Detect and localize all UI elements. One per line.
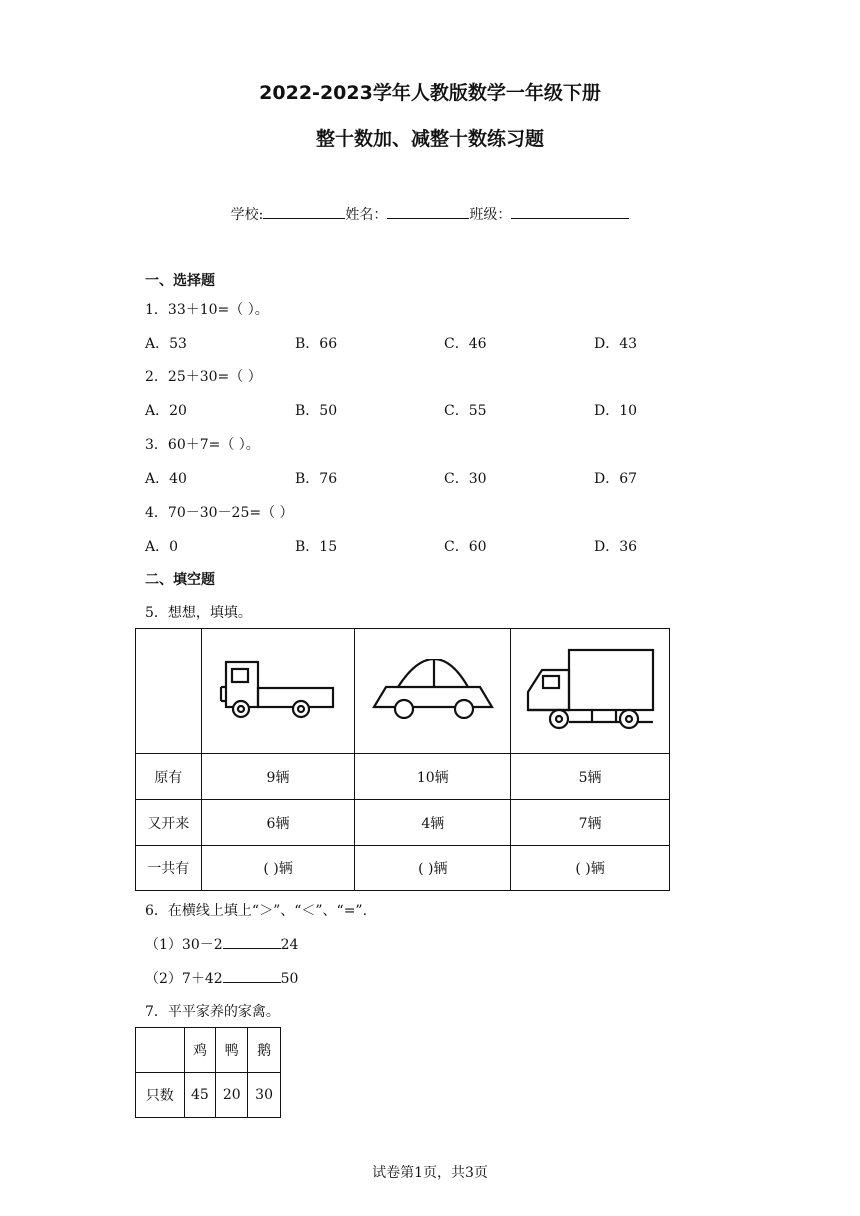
total-answer-cell[interactable]: ( )辆 [511,846,670,891]
column-header: 鸭 [216,1028,248,1073]
vehicle-cell [511,629,670,754]
row-label: 又开来 [136,800,202,846]
row-label: 只数 [136,1073,185,1118]
poultry-table [135,1027,281,1118]
count-cell: 45 [184,1073,216,1118]
option-b: B．15 [295,539,338,555]
option-a: A．53 [145,336,187,352]
count-cell: 20 [216,1073,248,1118]
table-row [136,629,670,754]
truck-icon [219,657,337,721]
option-d: D．67 [594,471,638,487]
option-a: A．20 [145,403,187,419]
class-blank[interactable] [511,204,629,219]
row-label: 原有 [136,754,202,800]
total-answer-cell[interactable]: ( )辆 [201,846,355,891]
answer-blank[interactable] [223,935,281,949]
added-count: 7辆 [511,800,670,846]
table-row [136,846,670,891]
question-stem: 7．平平家养的家禽。 [145,1004,280,1020]
question-stem: 2．25＋30=（ ） [145,369,262,385]
option-a: A．0 [145,539,179,555]
compare-right: 50 [280,971,299,987]
class-label: 班级： [469,207,512,223]
van-icon [524,648,656,730]
empty-header-cell [136,1028,185,1073]
column-header: 鹅 [248,1028,281,1073]
original-count: 10辆 [355,754,511,800]
question-stem: 5．想想，填填。 [145,605,252,621]
page-title: 2022-2023学年人教版数学一年级下册 [259,82,601,104]
option-d: D．10 [594,403,638,419]
section-heading-choice: 一、选择题 [145,273,215,289]
option-c: C．60 [444,539,487,555]
section-heading-fill: 二、填空题 [145,572,215,588]
original-count: 9辆 [201,754,355,800]
added-count: 6辆 [201,800,355,846]
option-d: D．36 [594,539,638,555]
table-row [136,800,670,846]
compare-item [145,934,298,954]
question-stem: 6．在横线上填上“＞”、“＜”、“=”. [145,903,368,919]
page-footer: 试卷第1页，共3页 [372,1165,488,1181]
table-row [136,754,670,800]
student-info-line [0,204,860,224]
option-c: C．55 [444,403,487,419]
option-a: A．40 [145,471,187,487]
school-label: 学校: [230,207,264,223]
table-row [136,1028,281,1073]
total-answer-cell[interactable]: ( )辆 [355,846,511,891]
option-b: B．50 [295,403,338,419]
column-header: 鸡 [184,1028,216,1073]
answer-blank[interactable] [223,969,281,983]
empty-header-cell [136,629,202,754]
table-row [136,1073,281,1118]
compare-right: 24 [280,937,299,953]
original-count: 5辆 [511,754,670,800]
option-c: C．46 [444,336,487,352]
option-b: B．66 [295,336,338,352]
option-c: C．30 [444,471,487,487]
vehicle-table [135,628,670,891]
vehicle-cell [201,629,355,754]
compare-left: （1）30－2 [145,937,223,953]
count-cell: 30 [248,1073,281,1118]
row-label: 一共有 [136,846,202,891]
compare-item [145,968,298,988]
vehicle-cell [355,629,511,754]
name-blank[interactable] [387,204,469,219]
question-stem: 3．60＋7=（ ）。 [145,437,260,453]
question-stem: 1．33＋10=（ ）。 [145,302,269,318]
school-blank[interactable] [263,204,345,219]
option-b: B．76 [295,471,338,487]
page-subtitle: 整十数加、减整十数练习题 [315,128,544,150]
question-stem: 4．70－30－25=（ ） [145,505,294,521]
added-count: 4辆 [355,800,511,846]
car-icon [371,659,495,719]
name-label: 姓名： [345,207,388,223]
compare-left: （2）7＋42 [145,971,223,987]
option-d: D．43 [594,336,638,352]
